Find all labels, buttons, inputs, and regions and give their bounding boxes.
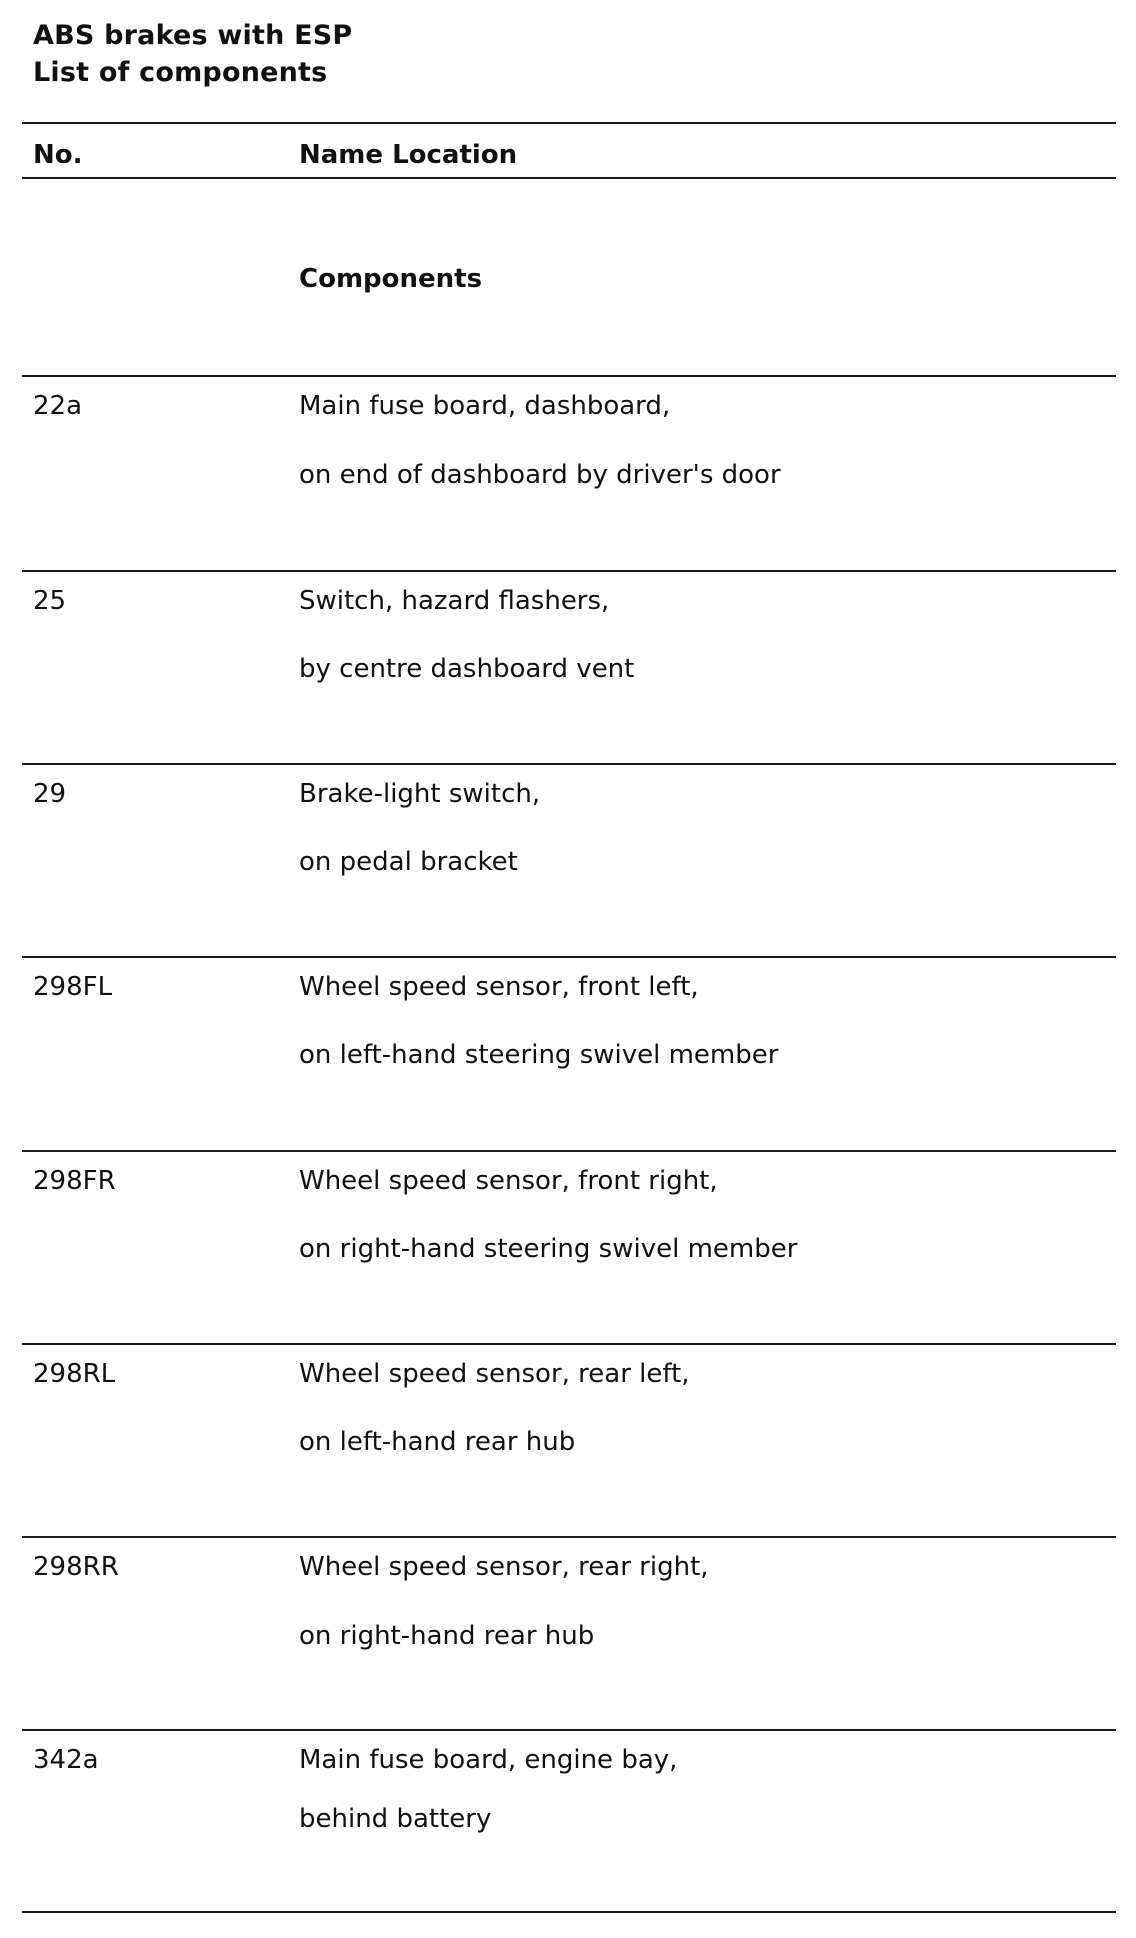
component-location: on left-hand rear hub bbox=[299, 1427, 576, 1457]
table-header-rule bbox=[22, 177, 1116, 179]
component-name: Brake-light switch, bbox=[299, 779, 541, 809]
component-number: 22a bbox=[33, 391, 83, 421]
row-divider bbox=[22, 1343, 1116, 1345]
component-number: 298RL bbox=[33, 1359, 116, 1389]
component-location: behind battery bbox=[299, 1804, 492, 1834]
column-header-name-location: Name Location bbox=[299, 140, 518, 170]
component-number: 29 bbox=[33, 779, 67, 809]
component-location: on right-hand rear hub bbox=[299, 1621, 595, 1651]
component-location: by centre dashboard vent bbox=[299, 654, 635, 684]
component-name: Wheel speed sensor, front left, bbox=[299, 972, 699, 1002]
component-name: Wheel speed sensor, rear left, bbox=[299, 1359, 690, 1389]
component-location: on end of dashboard by driver's door bbox=[299, 460, 781, 490]
table-bottom-rule bbox=[22, 1911, 1116, 1913]
document-title: ABS brakes with ESP bbox=[33, 20, 353, 51]
component-name: Wheel speed sensor, rear right, bbox=[299, 1552, 709, 1582]
row-divider bbox=[22, 956, 1116, 958]
component-number: 298FL bbox=[33, 972, 113, 1002]
section-label-components: Components bbox=[299, 264, 483, 294]
component-name: Main fuse board, engine bay, bbox=[299, 1745, 678, 1775]
component-name: Main fuse board, dashboard, bbox=[299, 391, 671, 421]
table-top-rule bbox=[22, 122, 1116, 124]
row-divider bbox=[22, 763, 1116, 765]
component-number: 298RR bbox=[33, 1552, 119, 1582]
component-number: 342a bbox=[33, 1745, 99, 1775]
column-header-no: No. bbox=[33, 140, 83, 170]
row-divider bbox=[22, 375, 1116, 377]
component-name: Wheel speed sensor, front right, bbox=[299, 1166, 718, 1196]
component-name: Switch, hazard flashers, bbox=[299, 586, 610, 616]
document-subtitle: List of components bbox=[33, 57, 328, 88]
component-number: 25 bbox=[33, 586, 67, 616]
component-location: on pedal bracket bbox=[299, 847, 518, 877]
row-divider bbox=[22, 570, 1116, 572]
component-location: on left-hand steering swivel member bbox=[299, 1040, 779, 1070]
row-divider bbox=[22, 1150, 1116, 1152]
row-divider bbox=[22, 1729, 1116, 1731]
component-location: on right-hand steering swivel member bbox=[299, 1234, 798, 1264]
component-number: 298FR bbox=[33, 1166, 116, 1196]
row-divider bbox=[22, 1536, 1116, 1538]
